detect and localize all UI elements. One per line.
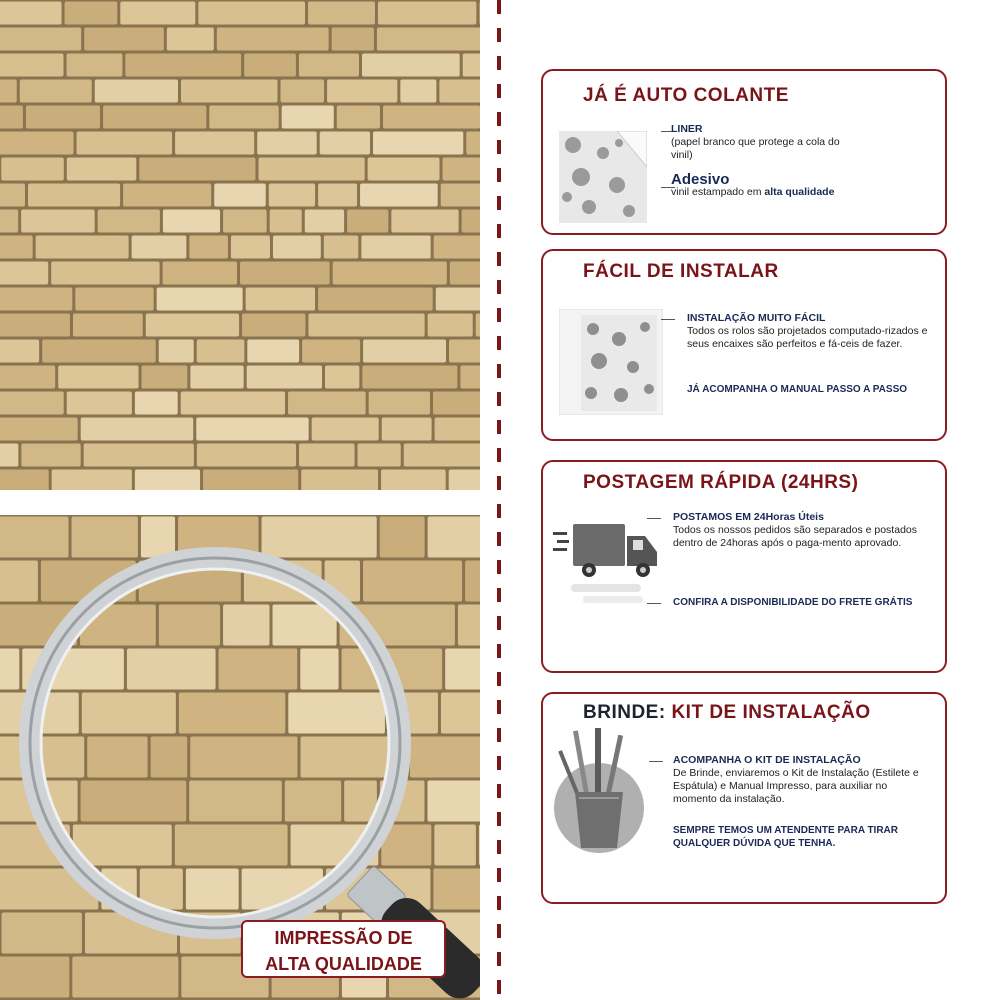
stone-wall-image	[0, 0, 480, 490]
postagem-note: CONFIRA A DISPONIBILIDADE DO FRETE GRÁTIS	[673, 597, 913, 608]
postagem-desc: Todos os nossos pedidos são separados e postados dentro de 24horas após o paga-mento aprovado.	[673, 524, 917, 549]
facil-note: JÁ ACOMPANHA O MANUAL PASSO A PASSO	[687, 384, 908, 395]
card-title	[583, 702, 871, 724]
card-title: FÁCIL DE INSTALAR	[583, 261, 779, 282]
card-auto-colante	[541, 69, 947, 235]
liner-label: LINER	[671, 123, 703, 135]
postagem-heading: POSTAMOS EM 24Horas Úteis	[673, 511, 824, 523]
postagem-block	[673, 511, 923, 550]
card-title: POSTAGEM RÁPIDA (24HRS)	[583, 472, 859, 493]
liner-block	[671, 123, 861, 162]
leader-line	[647, 603, 661, 604]
delivery-truck-icon	[553, 518, 663, 608]
badge-line2: ALTA QUALIDADE	[265, 954, 422, 974]
facil-desc: Todos os rolos são projetados computado-rizados e seus encaixes são perfeitos e fá-ceis de fazer.	[687, 325, 928, 350]
card-postagem	[541, 460, 947, 673]
leader-line	[649, 761, 663, 762]
facil-heading: INSTALAÇÃO MUITO FÁCIL	[687, 312, 826, 324]
card-facil-instalar	[541, 249, 947, 441]
brinde-heading: ACOMPANHA O KIT DE INSTALAÇÃO	[673, 754, 861, 766]
title-red: KIT DE INSTALAÇÃO	[665, 702, 871, 723]
wallpaper-install-icon	[559, 309, 663, 415]
brinde-desc: De Brinde, enviaremos o Kit de Instalação (Estilete e Espátula) e Manual Impresso, para auxiliar no momento da instalação.	[673, 767, 919, 805]
adesivo-label: Adesivo	[671, 171, 730, 188]
title-dark: BRINDE:	[583, 702, 666, 723]
install-kit-icon	[549, 728, 649, 858]
liner-desc: (papel branco que protege a cola do vinil)	[671, 136, 840, 161]
adesivo-desc-bold: alta qualidade	[764, 186, 835, 198]
brinde-note: SEMPRE TEMOS UM ATENDENTE PARA TIRAR QUALQUER DÚVIDA QUE TENHA.	[673, 825, 899, 849]
dashed-divider	[497, 0, 501, 1000]
badge-line1: IMPRESSÃO DE	[274, 928, 413, 948]
card-title: JÁ É AUTO COLANTE	[583, 85, 789, 106]
card-brinde	[541, 692, 947, 904]
brinde-block	[673, 754, 923, 806]
vinyl-sheet-icon	[559, 131, 647, 223]
adesivo-desc: vinil estampado em alta qualidade	[671, 186, 835, 198]
facil-block	[687, 312, 933, 351]
quality-badge	[241, 920, 446, 978]
adesivo-block	[671, 173, 901, 199]
leader-line	[661, 319, 675, 320]
leader-line	[647, 518, 661, 519]
